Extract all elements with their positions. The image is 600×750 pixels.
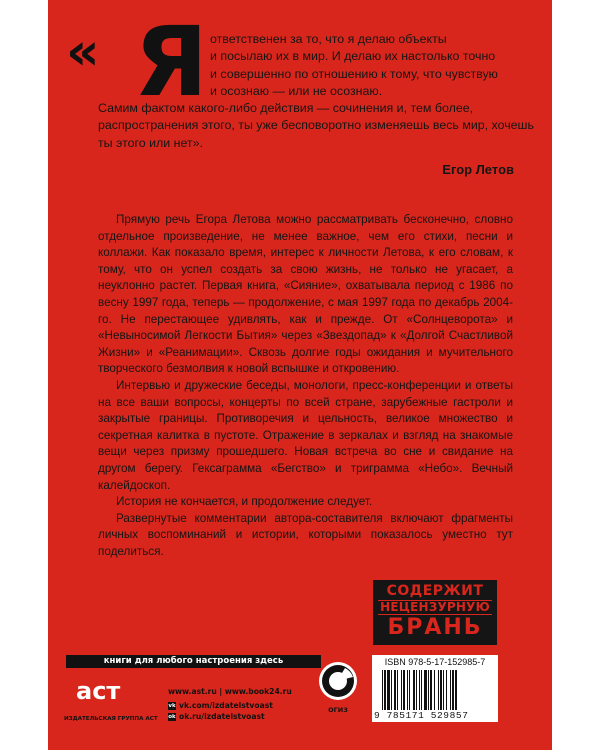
barcode-bar [391,670,392,710]
barcode-bar [384,670,386,710]
barcode-bar [452,670,454,710]
ast-logo-text: аст [76,677,121,705]
imprint-label: ОГИЗ [328,706,348,714]
barcode-bar [382,670,383,710]
quote-line: и осознаю — или не осознаю. [210,84,383,99]
isbn-block [372,655,498,722]
barcode-digits: 9 785171 529857 [374,711,496,721]
annotation-text [98,212,513,560]
barcode-bar [403,670,405,710]
quote-line: и совершенно по отношению к тому, что чувствую [210,66,498,81]
quote-author: Егор Летов [442,162,514,177]
barcode-bar [397,670,398,710]
barcode-bar [401,670,402,710]
ogiz-logo-icon [318,661,358,701]
barcode-bar [416,670,417,710]
vk-icon: vk [168,703,176,709]
annotation-paragraph: Интервью и дружеские беседы, монологи, пресс-конференции и ответы на все ваши вопросы, концерты по всей стране, зарубежные гастроли и закрытые границы. Противоречия и цельность, великое множество и секретная калитка в пустоте. Отражение в зеркалах и взгляд на знакомые вещи через призму прошедшего. Новая встреча во сне и свидание на другом берегу. Гексаграмма «Бегство» и триграмма «Небо». Вечный калейдоскоп. [98,378,513,492]
barcode-bar [407,670,408,710]
back-cover [48,0,552,750]
barcode-bar [421,670,422,710]
badge-line-1: СОДЕРЖИТ [386,583,484,599]
quote-continuation: Самим фактом какого-либо действия — сочинения и, тем более, распространения этого, ты уже бесповоротно изменяешь весь мир, хочешь ты этого или нет». [98,101,534,150]
barcode-bar [455,670,457,710]
annotation-paragraph: Прямую речь Егора Летова можно рассматривать бесконечно, словно отдельное произведение, не менее важное, чем его стихи, песни и коллажи. Как показало время, интерес к личности Летова, к его словам, к тому, что он успел создать за свою жизнь, не только не угасает, а неуклонно растет. Первая книга, «Сияние», охватывала период с 1986 по весну 1997 года, теперь — продолжение, с мая 1997 года по декабрь 2004-го. Не перестающее удивлять, как и прежде. От «Солнцеворота» и «Невыносимой Легкости Бытия» через «Звездопад» к «Долгой Счастливой Жизни» и «Реанимации». Сквозь долгие годы ожидания и мучительного творческого безмолвия к новой вспышке и откровению. [98,213,513,376]
barcode-bar [434,670,435,710]
barcode-bar [450,670,451,710]
badge-line-3: БРАНЬ [387,615,483,640]
website-links[interactable]: www.ast.ru | www.book24.ru [168,687,292,696]
barcode-bar [424,670,427,710]
ast-logo [76,679,120,703]
barcode-bar [428,670,429,710]
barcode-bar [446,670,447,710]
ok-icon: ok [168,714,176,720]
barcode-bar [409,670,410,710]
social-link-text: ok.ru/izdatelstvoast [179,712,265,721]
barcode-bar [430,670,432,710]
barcode-bar [443,670,444,710]
barcode-bar [438,670,439,710]
social-link-ok[interactable] [168,712,265,721]
barcode-bar [413,670,415,710]
barcode-bar [387,670,390,710]
annotation-paragraph: Развернутые комментарии автора-составителя включают фрагменты личных воспоминаний и истории, которыми показалось уместно тут поделиться. [98,511,513,558]
quote-line: и посылаю их в мир. И делаю их настолько точно [210,49,496,64]
drop-cap-letter: Я [134,6,208,118]
badge-line-2: НЕЦЕНЗУРНУЮ [378,600,492,615]
annotation-paragraph: История не кончается, и продолжение следует. [116,495,373,509]
social-link-text: vk.com/izdatelstvoast [179,701,273,710]
quote-first-lines [210,31,530,101]
slogan-banner: книги для любого настроения здесь [66,655,321,668]
barcode-bar [440,670,442,710]
barcode-bar [394,670,396,710]
profanity-warning-badge [373,580,497,645]
social-link-vk[interactable] [168,701,273,710]
quote-line: ответственен за то, что я делаю объекты [210,32,447,46]
barcode-bar [419,670,420,710]
isbn-number: ISBN 978-5-17-152985-7 [384,657,486,667]
publisher-caption: ИЗДАТЕЛЬСКАЯ ГРУППА АСТ [64,716,158,722]
opening-quote-mark: « [66,22,94,82]
